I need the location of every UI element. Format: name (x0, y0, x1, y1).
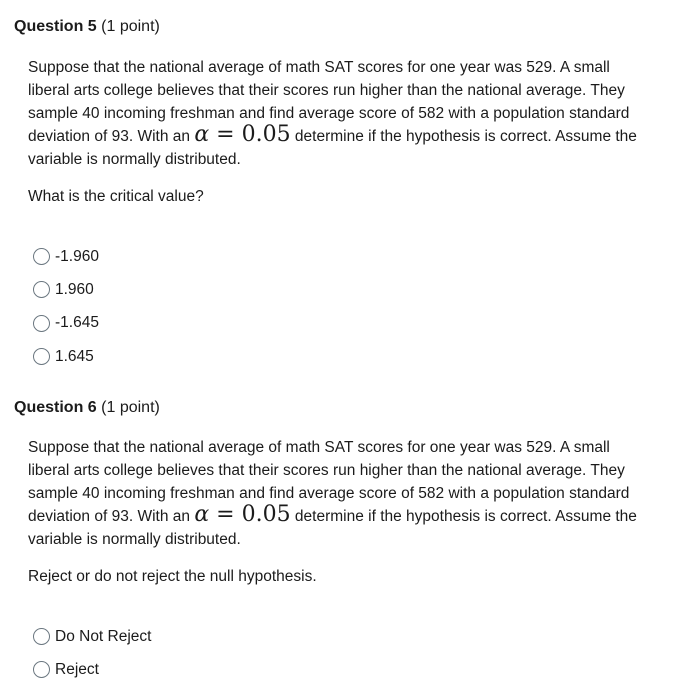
alpha-value: 0.05 (241, 122, 291, 147)
question-6-prompt: Reject or do not reject the null hypothesis. (28, 568, 317, 585)
question-5-header (14, 17, 160, 37)
question-points: (1 point) (101, 399, 160, 416)
answer-option-label: Reject (55, 660, 99, 678)
answer-option-label: -1.960 (55, 247, 99, 265)
question-text-part2: determine if the hypothesis is correct. Assume the variable is normally distributed. (28, 128, 637, 168)
alpha-value: 0.05 (241, 502, 291, 527)
answer-option[interactable] (33, 240, 99, 273)
alpha-symbol: α (194, 502, 210, 527)
answer-option-label: Do Not Reject (55, 627, 152, 645)
question-title: Question 5 (14, 18, 97, 35)
question-title: Question 6 (14, 399, 97, 416)
question-6-options (33, 620, 151, 687)
question-5-prompt: What is the critical value? (28, 188, 204, 205)
radio-button[interactable] (33, 661, 50, 678)
alpha-expression (194, 502, 290, 527)
answer-option[interactable] (33, 620, 151, 653)
radio-button[interactable] (33, 248, 50, 265)
equals-sign: = (216, 122, 235, 147)
question-points: (1 point) (101, 18, 160, 35)
answer-option[interactable] (33, 340, 99, 373)
question-6-text (28, 436, 638, 551)
answer-option-label: -1.645 (55, 314, 99, 332)
answer-option-label: 1.960 (55, 280, 94, 298)
question-text-part1: Suppose that the national average of math SAT scores for one year was 529. A small liberal arts college believes that their scores run higher than the national average. They sample 40 incoming freshman and find average score of 582 with a population standard deviation of 93. With an (28, 59, 630, 145)
radio-button[interactable] (33, 281, 50, 298)
answer-option[interactable] (33, 653, 151, 686)
alpha-expression (194, 122, 290, 147)
answer-option[interactable] (33, 273, 99, 306)
question-5-options (33, 240, 99, 373)
question-text-part2: determine if the hypothesis is correct. Assume the variable is normally distributed. (28, 508, 637, 548)
radio-button[interactable] (33, 628, 50, 645)
question-5-text (28, 56, 638, 171)
alpha-symbol: α (194, 122, 210, 147)
radio-button[interactable] (33, 315, 50, 332)
question-6-header (14, 398, 160, 418)
radio-button[interactable] (33, 348, 50, 365)
answer-option[interactable] (33, 307, 99, 340)
question-text-part1: Suppose that the national average of math SAT scores for one year was 529. A small liberal arts college believes that their scores run higher than the national average. They sample 40 incoming freshman and find average score of 582 with a population standard deviation of 93. With an (28, 439, 630, 525)
answer-option-label: 1.645 (55, 347, 94, 365)
equals-sign: = (216, 502, 235, 527)
